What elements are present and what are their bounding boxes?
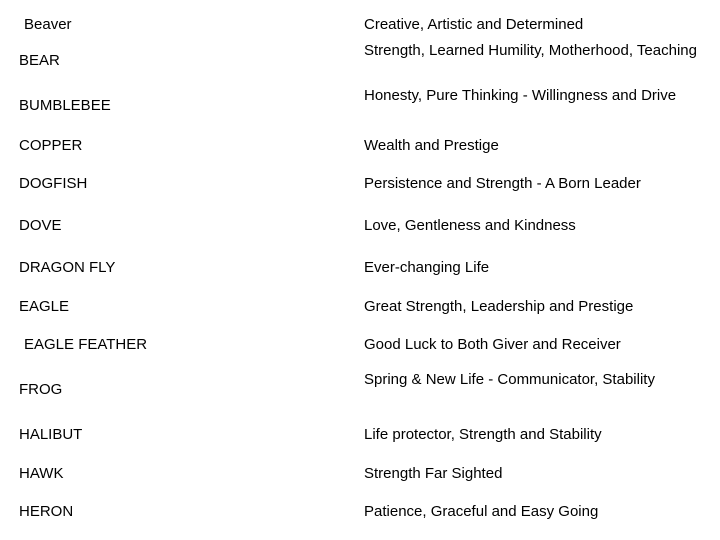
symbol-meaning: Life protector, Strength and Stability: [364, 426, 602, 443]
symbol-term: EAGLE FEATHER: [24, 336, 148, 353]
symbol-meaning: Ever-changing Life: [364, 259, 490, 276]
symbol-term: DRAGON FLY: [19, 259, 116, 276]
symbol-meaning: Spring & New Life - Communicator, Stability: [364, 371, 655, 388]
symbol-term: BUMBLEBEE: [19, 97, 111, 114]
symbol-meaning: Great Strength, Leadership and Prestige: [364, 298, 634, 315]
symbol-term: EAGLE: [19, 298, 70, 315]
symbol-term: COPPER: [19, 137, 83, 154]
symbol-meaning: Good Luck to Both Giver and Receiver: [364, 336, 621, 353]
symbol-meaning: Honesty, Pure Thinking - Willingness and Drive: [364, 87, 677, 104]
symbol-meaning: Strength, Learned Humility, Motherhood, Teaching: [364, 42, 697, 59]
symbol-term: HAWK: [19, 465, 64, 482]
symbol-meaning: Patience, Graceful and Easy Going: [364, 503, 599, 520]
symbol-term: Beaver: [24, 16, 72, 33]
symbol-term: FROG: [19, 381, 63, 398]
symbol-term: BEAR: [19, 52, 60, 69]
symbol-term: HALIBUT: [19, 426, 83, 443]
symbol-meaning: Creative, Artistic and Determined: [364, 16, 584, 33]
symbol-meaning: Persistence and Strength - A Born Leader: [364, 175, 641, 192]
symbol-meaning: Love, Gentleness and Kindness: [364, 217, 576, 234]
symbol-meaning: Wealth and Prestige: [364, 137, 499, 154]
symbol-term: DOGFISH: [19, 175, 88, 192]
symbol-term: DOVE: [19, 217, 62, 234]
symbol-meaning: Strength Far Sighted: [364, 465, 503, 482]
symbol-term: HERON: [19, 503, 74, 520]
